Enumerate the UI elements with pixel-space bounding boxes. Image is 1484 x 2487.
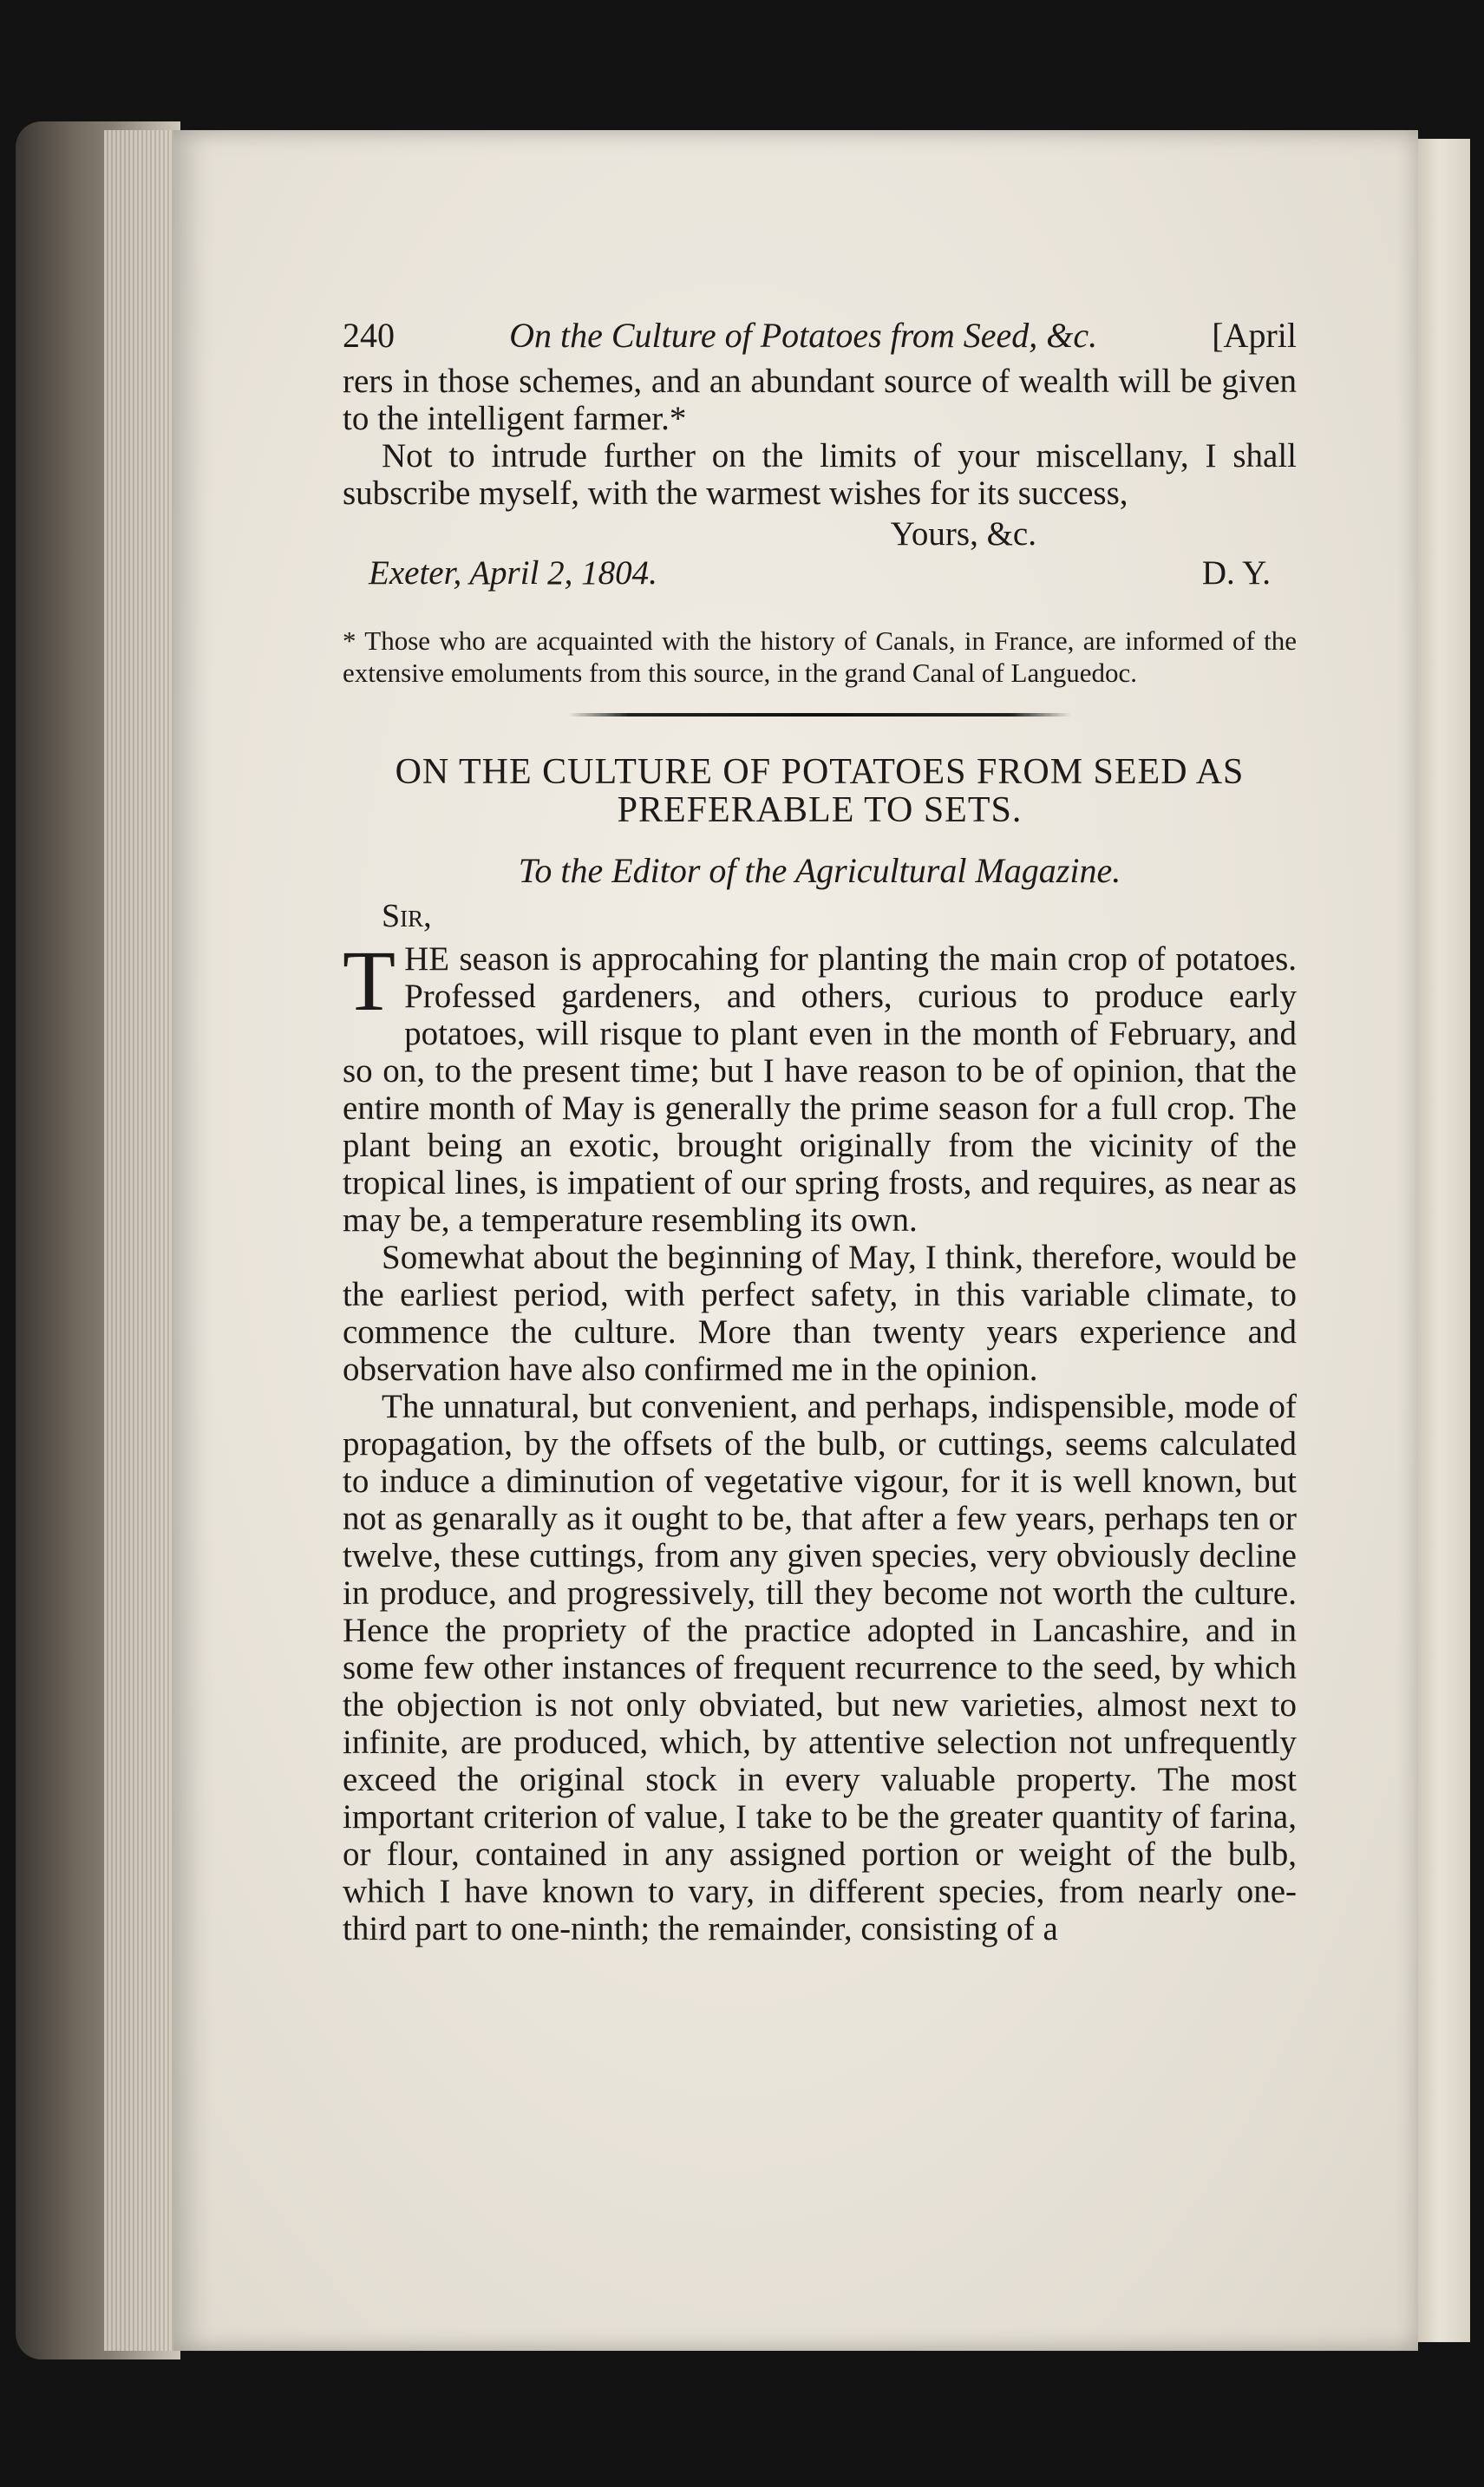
- page-edges: [104, 130, 182, 2351]
- letter-closing-paragraph: Not to intrude further on the limits of your miscellany, I shall subscribe myself, with the warmest wishes for its success,: [343, 437, 1297, 512]
- paragraph-1-text: HE season is approcahing for planting the main crop of potatoes. Professed gardeners, and others, curious to produce early potatoes, will risque to plant even in the month of February, and so on, to the present time; but I have reason to be of opinion, that the entire month of May is generally the prime season for a full crop. The plant being an exotic, brought originally from the vicinity of the tropical lines, is impatient of our spring frosts, and requires, as near as may be, a temperature resembling its own.: [343, 940, 1297, 1239]
- page-number: 240: [343, 316, 395, 355]
- header-month: [April: [1212, 316, 1297, 355]
- page-text: [343, 317, 1297, 1947]
- signature-line: [343, 554, 1297, 592]
- article-title: ON THE CULTURE OF POTATOES FROM SEED AS PREFERABLE TO SETS.: [395, 752, 1245, 830]
- signature-initials: D. Y.: [1201, 554, 1271, 592]
- article-paragraph-3: The unnatural, but convenient, and perhaps, indispensible, mode of propagation, by the offsets of the bulb, or cuttings, seems calculated to induce a diminution of vegetative vigour, for it is well known, but not as genarally as it ought to be, that after a few years, perhaps ten or twelve, these cuttings, from any given species, very obviously decline in produce, and progressively, till they become not worth the culture. Hence the propriety of the practice adopted in Lancashire, and in some few other instances of frequent recurrence to the seed, by which the objection is not only obviated, but new varieties, almost next to infinite, are produced, which, by attentive selection not unfrequently exceed the original stock in every valuable property. The most important criterion of value, I take to be the greater quantity of farina, or flour, contained in any assigned portion or weight of the bulb, which I have known to vary, in different species, from nearly one-third part to one-ninth; the remainder, consisting of a: [343, 1388, 1297, 1947]
- letter-closing: Yours, &c.: [890, 515, 1036, 553]
- place-date: Exeter, April 2, 1804.: [369, 554, 657, 592]
- running-header: [343, 317, 1297, 354]
- article-addressee: To the Editor of the Agricultural Magazine.: [518, 851, 1121, 890]
- running-title: On the Culture of Potatoes from Seed, &c.: [509, 316, 1098, 355]
- salutation: Sir,: [382, 898, 432, 934]
- facing-page-edge: [1418, 139, 1470, 2342]
- footnote: * Those who are acquainted with the history of Canals, in France, are informed of the extensive emoluments from this source, in the grand Canal of Languedoc.: [343, 625, 1297, 688]
- letter-end-paragraph: rers in those schemes, and an abundant source of wealth will be given to the intelligent farmer.*: [343, 363, 1297, 437]
- article-paragraph-1: [343, 933, 1297, 1239]
- article-paragraph-2: Somewhat about the beginning of May, I think, therefore, would be the earliest period, with perfect safety, in this variable climate, to commence the culture. More than twenty years experience and observation have also confirmed me in the opinion.: [343, 1239, 1297, 1388]
- section-divider: [568, 713, 1071, 717]
- drop-cap: T: [343, 933, 396, 1029]
